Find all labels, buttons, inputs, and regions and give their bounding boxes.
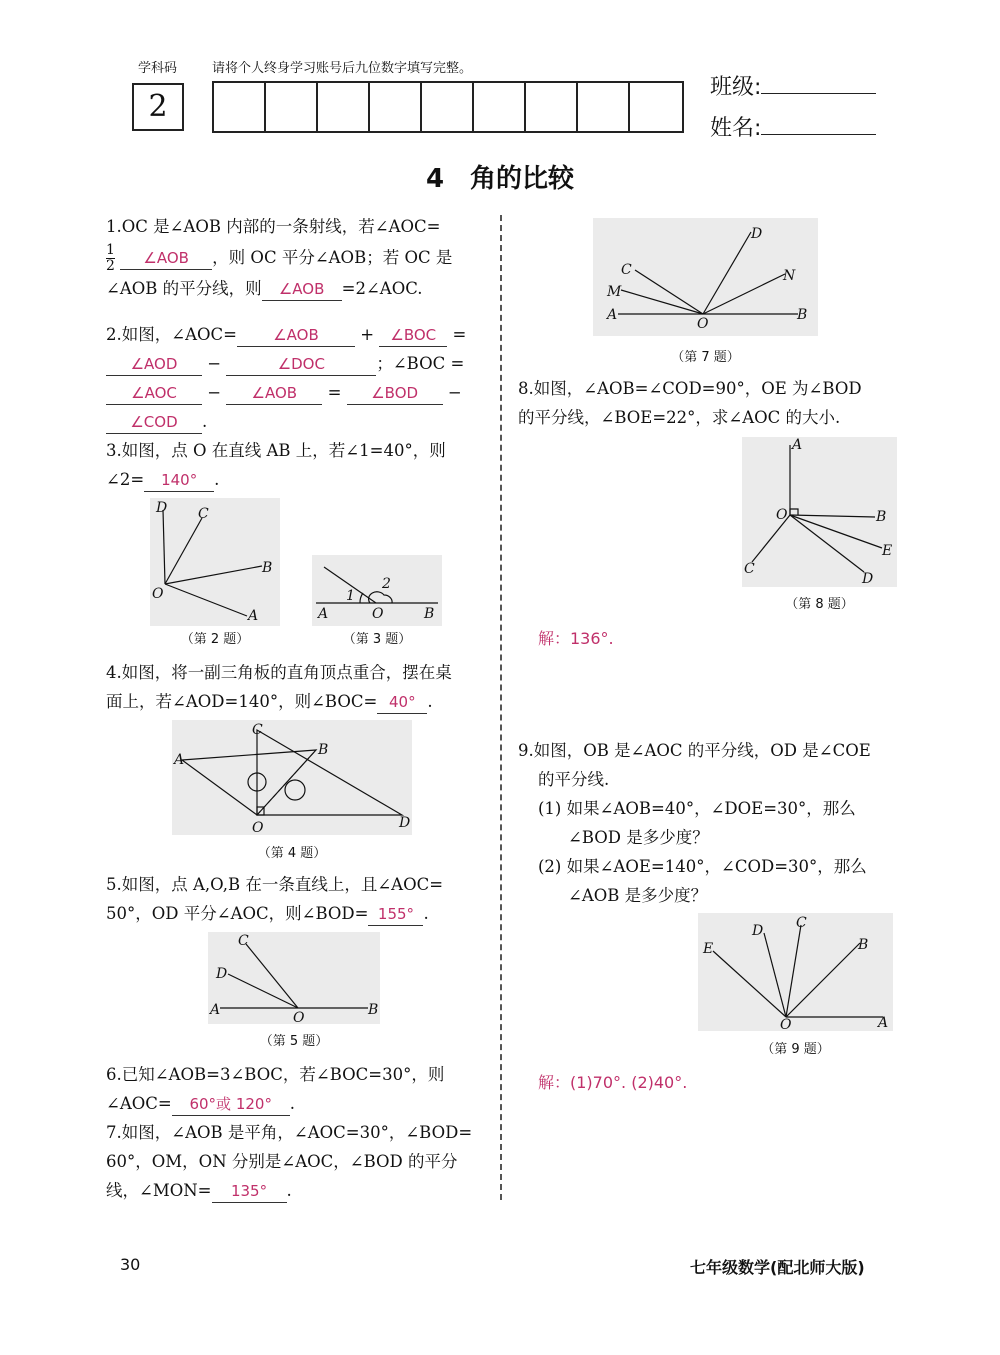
instruction-text: 请将个人终身学习账号后九位数字填写完整。 — [212, 61, 473, 76]
svg-text:E: E — [882, 543, 893, 559]
figure-caption: （第 8 题） — [785, 597, 854, 612]
svg-text:A: A — [174, 752, 185, 768]
digit-box[interactable] — [578, 83, 630, 131]
answer-blank[interactable]: ∠AOB — [237, 324, 355, 347]
svg-text:1: 1 — [346, 588, 355, 604]
svg-text:M: M — [607, 284, 622, 300]
question-6: 6.已知∠AOB=3∠BOC，若∠BOC=30°，则 ∠AOC= 60°或 120° . — [106, 1060, 491, 1118]
q-text: =2∠AOC. — [341, 279, 423, 298]
svg-text:C: C — [621, 262, 632, 278]
figure-caption: （第 3 题） — [342, 632, 412, 647]
svg-text:O: O — [152, 586, 164, 602]
svg-text:B: B — [368, 1002, 379, 1018]
svg-text:O: O — [372, 606, 384, 622]
svg-text:C: C — [796, 915, 807, 931]
svg-text:B: B — [858, 937, 869, 953]
name-line[interactable] — [761, 116, 876, 135]
answer-blank[interactable]: ∠AOD — [106, 353, 202, 376]
digit-box[interactable] — [370, 83, 422, 131]
question-5: 5.如图，点 A,O,B 在一条直线上，且∠AOC= 50°，OD 平分∠AOC，则∠BOD= 155° . — [106, 870, 491, 928]
answer-blank[interactable]: ∠COD — [106, 411, 202, 434]
svg-text:O: O — [293, 1010, 305, 1024]
question-9: 9.如图，OB 是∠AOC 的平分线，OD 是∠COE 的平分线. (1) 如果∠AOB=40°，∠DOE=30°，那么 ∠BOD 是多少度？ (2) 如果∠AOE=140°，∠COD=30°，那么 ∠AOB 是多少度？ — [518, 741, 871, 905]
svg-text:A: A — [792, 437, 803, 453]
answer-blank[interactable]: ∠DOC — [226, 353, 376, 376]
svg-text:2: 2 — [382, 576, 391, 592]
svg-text:B: B — [876, 509, 887, 525]
figure-caption: （第 7 题） — [671, 350, 740, 365]
svg-text:O: O — [252, 820, 264, 835]
name-label: 姓名: — [710, 116, 762, 141]
question-3: 3.如图，点 O 在直线 AB 上，若∠1=40°，则 ∠2= 140° . — [106, 436, 491, 494]
question-7: 7.如图，∠AOB 是平角，∠AOC=30°，∠BOD= 60°，OM，ON 分别是∠AOC，∠BOD 的平分 线，∠MON= 135° . — [106, 1118, 491, 1205]
name-field[interactable] — [710, 111, 876, 142]
svg-text:D: D — [399, 815, 411, 831]
figure-4 — [172, 720, 412, 835]
figure-caption: （第 2 题） — [180, 632, 250, 647]
answer-blank[interactable]: 155° — [368, 903, 423, 926]
answer-blank[interactable]: 60°或 120° — [172, 1093, 290, 1116]
figure-caption: （第 5 题） — [259, 1034, 329, 1049]
svg-text:A: A — [210, 1002, 221, 1018]
digit-box[interactable] — [318, 83, 370, 131]
book-title: 七年级数学(配北师大版) — [690, 1258, 865, 1277]
question-2: 2.如图，∠AOC= ∠AOB + ∠BOC = ∠AOD − ∠DOC ；∠BOC = ∠AOC − ∠AOB = ∠BOD − ∠COD . — [106, 320, 491, 436]
svg-text:A: A — [607, 307, 618, 323]
svg-text:D: D — [862, 571, 874, 587]
figure-8 — [742, 437, 897, 587]
answer-8: 解：136°. — [538, 629, 614, 648]
answer-blank[interactable]: 135° — [212, 1180, 287, 1203]
answer-blank[interactable]: ∠AOB — [120, 247, 212, 270]
answer-9: 解：(1)70°. (2)40°. — [538, 1073, 688, 1092]
q-number: 1. — [106, 217, 122, 236]
svg-text:A: A — [878, 1015, 889, 1031]
digit-box[interactable] — [474, 83, 526, 131]
q-text: ，则 OC 平分∠AOB；若 OC 是 — [212, 248, 453, 267]
figure-7 — [593, 218, 818, 336]
svg-text:A: A — [248, 608, 259, 624]
digit-box[interactable] — [422, 83, 474, 131]
figure-2 — [150, 498, 280, 626]
digit-box[interactable] — [526, 83, 578, 131]
q-text: OC 是∠AOB 内部的一条射线，若∠AOC= — [121, 217, 441, 236]
page-number: 30 — [120, 1255, 141, 1274]
answer-blank[interactable]: ∠AOB — [226, 382, 322, 405]
class-label: 班级: — [710, 75, 762, 100]
svg-text:D: D — [216, 966, 228, 982]
account-digit-boxes[interactable] — [212, 81, 684, 133]
figure-5 — [208, 932, 380, 1024]
svg-text:B: B — [797, 307, 808, 323]
class-line[interactable] — [761, 75, 876, 94]
answer-blank[interactable]: ∠AOC — [106, 382, 202, 405]
svg-text:C: C — [238, 933, 249, 949]
column-divider — [500, 215, 502, 1200]
answer-blank[interactable]: 40° — [377, 691, 427, 714]
digit-box[interactable] — [630, 83, 682, 131]
svg-text:O: O — [776, 507, 788, 523]
svg-text:C: C — [744, 561, 755, 577]
figure-caption: （第 4 题） — [257, 846, 327, 861]
svg-text:B: B — [262, 560, 273, 576]
svg-text:E: E — [703, 941, 714, 957]
svg-text:O: O — [780, 1017, 792, 1031]
svg-text:C: C — [252, 722, 263, 738]
svg-text:B: B — [424, 606, 435, 622]
answer-blank[interactable]: ∠BOC — [379, 324, 447, 347]
svg-text:O: O — [697, 316, 709, 332]
svg-text:B: B — [318, 742, 329, 758]
svg-text:N: N — [783, 268, 796, 284]
figure-caption: （第 9 题） — [761, 1042, 830, 1057]
figure-9 — [698, 913, 893, 1031]
answer-blank[interactable]: ∠AOB — [262, 278, 342, 301]
svg-text:D: D — [752, 923, 764, 939]
class-field[interactable] — [710, 70, 876, 101]
question-8: 8.如图，∠AOB=∠COD=90°，OE 为∠BOD 的平分线，∠BOE=22°，求∠AOC 的大小. — [518, 379, 862, 427]
digit-box[interactable] — [214, 83, 266, 131]
svg-text:A: A — [318, 606, 329, 622]
svg-text:D: D — [156, 500, 168, 516]
svg-text:C: C — [198, 506, 209, 522]
question-1 — [106, 212, 486, 303]
figure-3 — [312, 555, 442, 626]
digit-box[interactable] — [266, 83, 318, 131]
svg-text:D: D — [751, 226, 763, 242]
q-text: ∠AOB 的平分线，则 — [106, 279, 262, 298]
page-title: 4 角的比较 — [425, 164, 575, 194]
subject-code-box: 2 — [132, 83, 184, 131]
subject-code-label: 学科码 — [138, 61, 178, 76]
question-4: 4.如图，将一副三角板的直角顶点重合，摆在桌 面上，若∠AOD=140°，则∠BOC= 40° . — [106, 658, 491, 716]
answer-blank[interactable]: ∠BOD — [347, 382, 443, 405]
answer-blank[interactable]: 140° — [144, 469, 214, 492]
fraction: $\frac{1}{2}$ — [106, 242, 115, 274]
